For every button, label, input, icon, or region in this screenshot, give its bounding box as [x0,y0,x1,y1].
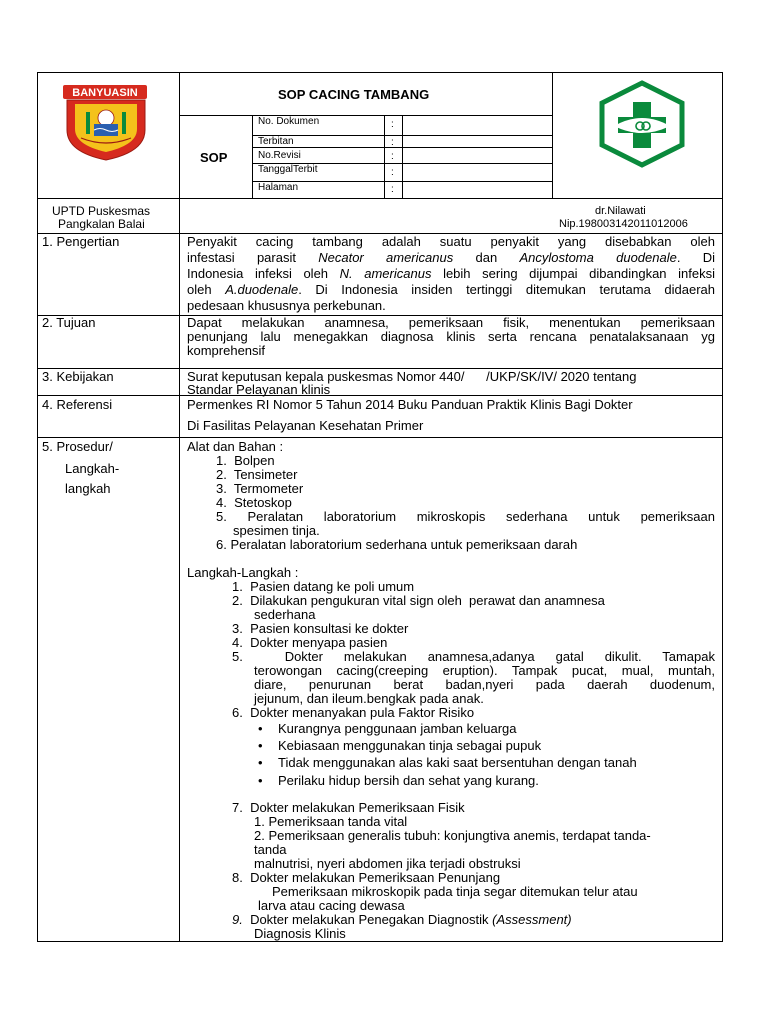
step-item: 6. Dokter menanyakan pula Faktor Risiko [232,705,475,720]
signer-nip: Nip.198003142011012006 [559,218,688,230]
step-item: 5. Dokter melakukan anamnesa,adanya gatal dikulit. Tamapak [232,649,715,664]
step-item: 8. Dokter melakukan Pemeriksaan Penunjang [232,870,501,885]
risk-item: • Perilaku hidup bersih dan sehat yang kurang. [278,774,539,788]
list-item: 4. Stetoskop [216,495,292,510]
document-title: SOP CACING TAMBANG [278,87,430,102]
list-item: 5. Peralatan laboratorium mikroskopis sederhana untuk pemeriksaan [216,509,715,524]
step-item: 1. Pasien datang ke poli umum [232,579,415,594]
step-item: 4. Dokter menyapa pasien [232,635,388,650]
doc-field-sep: : [391,119,394,130]
doc-field-terbitan: Terbitan [258,136,294,147]
doc-field-sep: : [391,151,394,162]
banyuasin-logo [61,82,151,162]
sop-label: SOP [200,150,228,165]
doc-field-halaman: Halaman [258,182,299,193]
list-item: 6. Peralatan laboratorium sederhana untuk pemeriksaan darah [216,537,578,552]
step-item: 9. Dokter melakukan Penegakan Diagnostik (Assessment) [232,912,572,927]
section-label-tujuan: 2. Tujuan [42,315,96,330]
list-item: 1. Bolpen [216,453,275,468]
risk-item: • Kurangnya penggunaan jamban keluarga [278,722,517,736]
list-item: 2. Tensimeter [216,467,298,482]
doc-field-sep: : [391,184,394,195]
list-item: 3. Termometer [216,481,304,496]
unit-location: Pangkalan Balai [58,217,145,231]
risk-item: • Tidak menggunakan alas kaki saat bersentuhan dengan tanah [278,756,637,770]
risk-item: • Kebiasaan menggunakan tinja sebagai pupuk [278,739,541,753]
puskesmas-logo [596,80,688,168]
doc-field-no-revisi: No.Revisi [258,150,301,161]
alat-title: Alat dan Bahan : [187,439,284,454]
logo-banner-text: BANYUASIN [72,87,138,99]
step-item: 7. Dokter melakukan Pemeriksaan Fisik [232,800,465,815]
doc-field-no-dokumen: No. Dokumen [258,116,320,127]
doc-field-tanggal-terbit: TanggalTerbit [258,164,318,175]
langkah-title: Langkah-Langkah : [187,565,299,580]
doc-field-sep: : [391,137,394,148]
section-label-referensi: 4. Referensi [42,397,113,412]
step-item: 3. Pasien konsultasi ke dokter [232,621,409,636]
step-item: 2. Dilakukan pengukuran vital sign oleh perawat dan anamnesa [232,593,605,608]
section-label-pengertian: 1. Pengertian [42,234,120,249]
section-label-kebijakan: 3. Kebijakan [42,369,114,384]
doc-field-sep: : [391,167,394,178]
signer-name: dr.Nilawati [595,205,646,217]
unit-name: UPTD Puskesmas [52,204,151,218]
